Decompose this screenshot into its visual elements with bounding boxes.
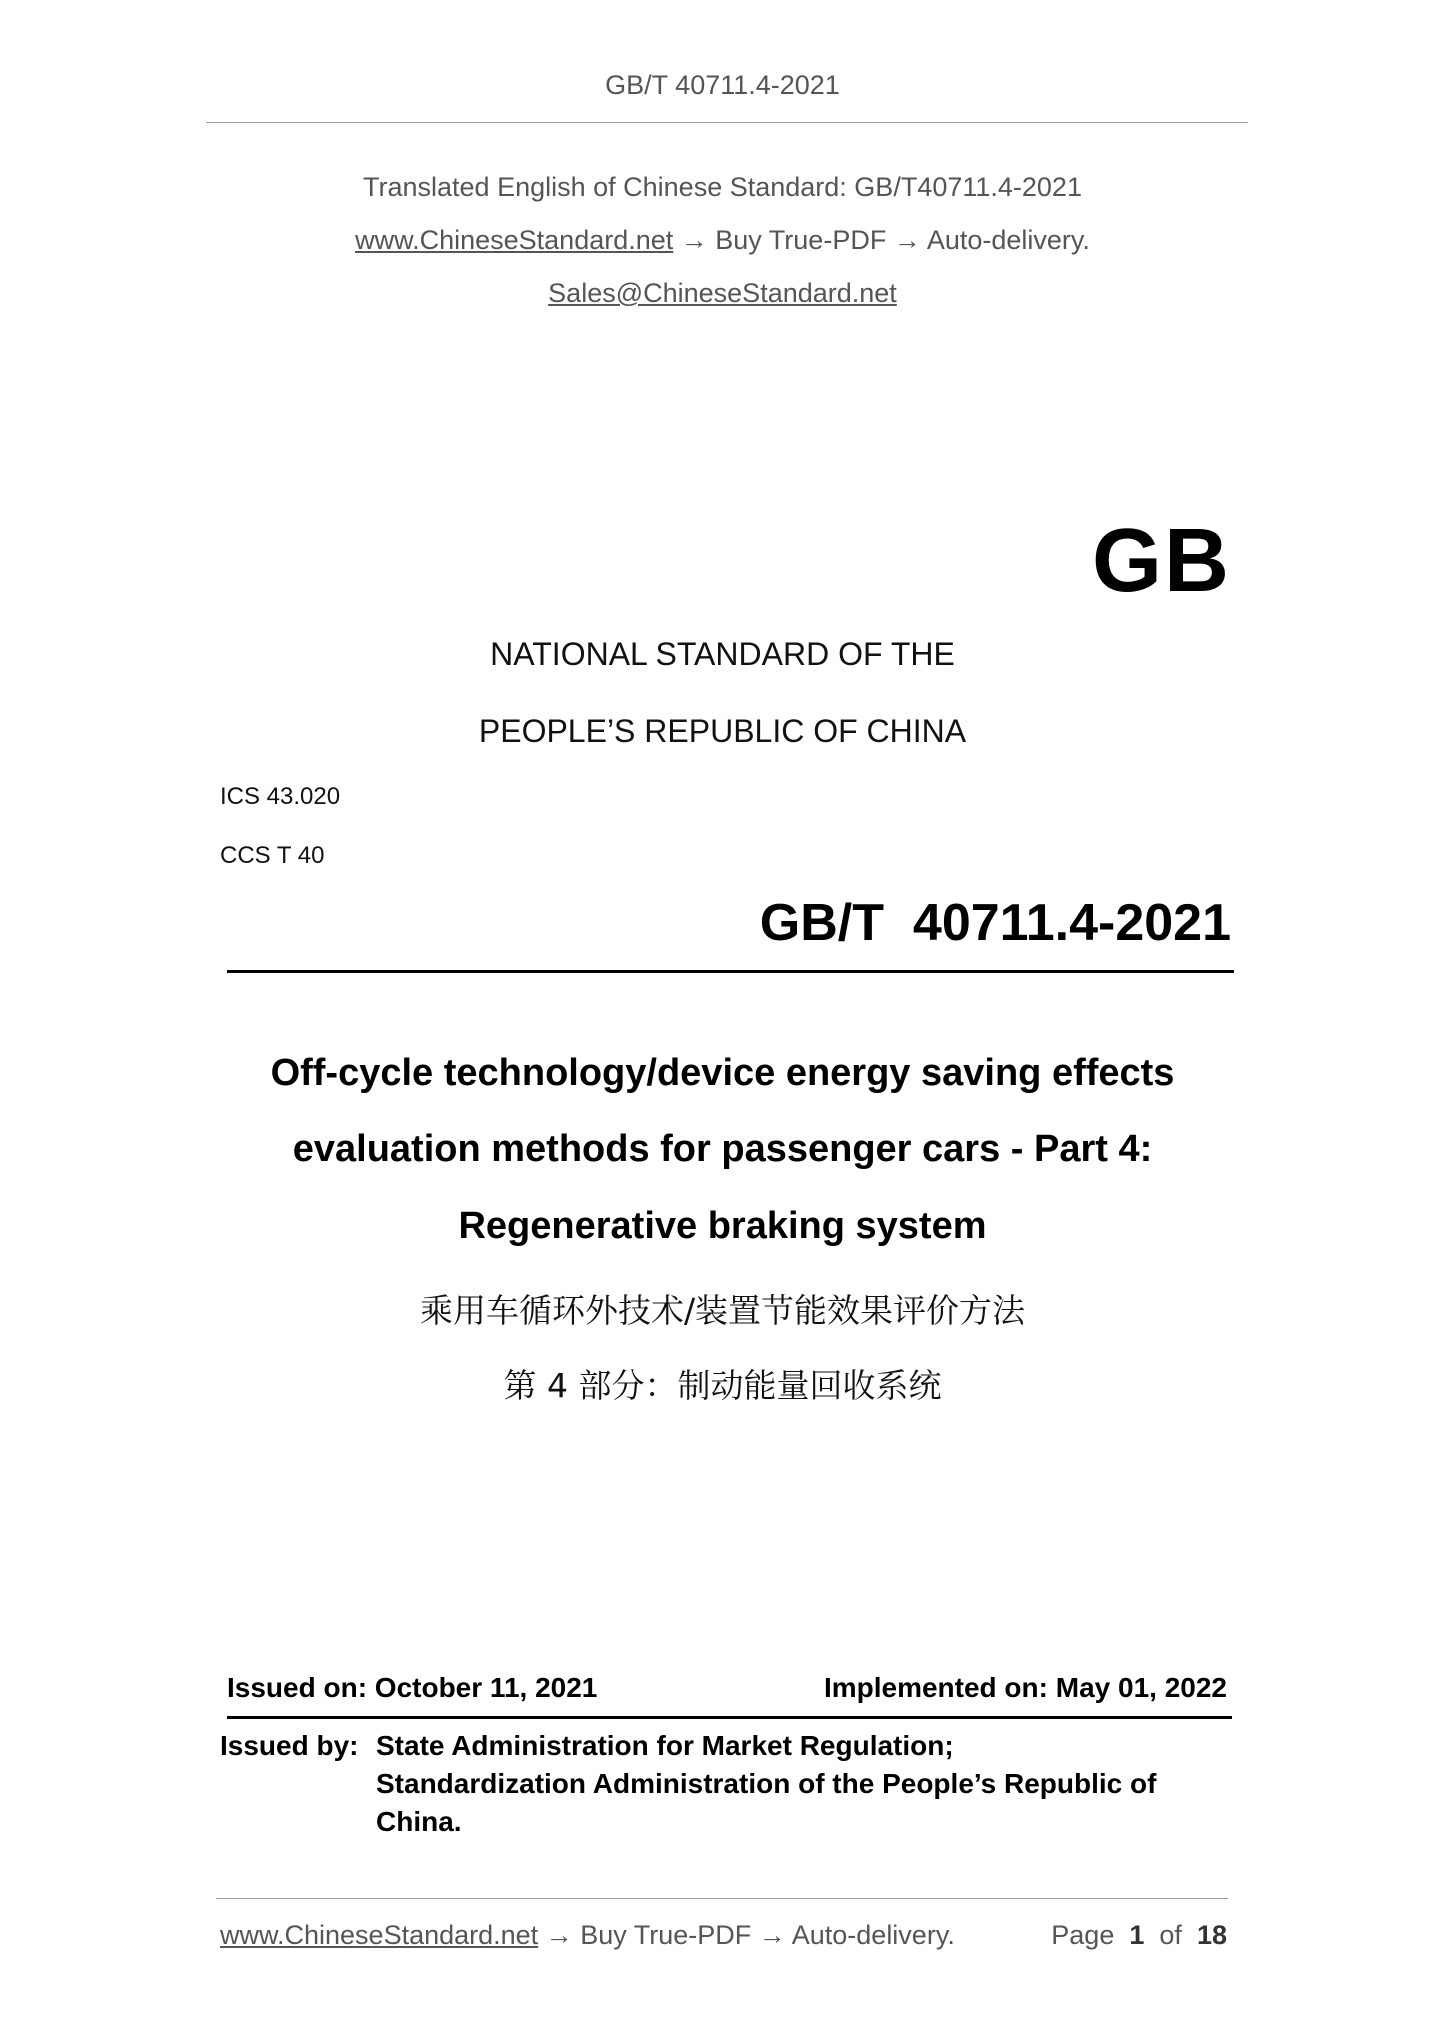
standard-number: GB/T 40711.4-2021 (759, 894, 1231, 952)
implemented-on-date: Implemented on: May 01, 2022 (823, 1672, 1227, 1703)
page-label: Page (1051, 1920, 1115, 1950)
footer-divider (216, 1898, 1228, 1899)
issued-by-line-1: State Administration for Market Regulation; (376, 1730, 954, 1761)
national-standard-line-2: PEOPLE’S REPUBLIC OF CHINA (478, 713, 967, 749)
page-total: 18 (1196, 1920, 1227, 1950)
footer-promo (220, 1920, 955, 1951)
translation-note: Translated English of Chinese Standard: GB/T40711.4-2021 (363, 172, 1082, 202)
issued-by-label: Issued by: (220, 1730, 359, 1761)
issued-by-line-3: China. (376, 1806, 462, 1837)
issued-by-line-2: Standardization Administration of the People’s Republic of (376, 1768, 1157, 1799)
title-chinese-line-2: 第 4 部分：制动能量回收系统 (503, 1366, 942, 1405)
footer-promo-text: → Buy True-PDF → Auto-delivery. (538, 1920, 955, 1950)
title-english-line-2: evaluation methods for passenger cars - Part 4: (292, 1128, 1153, 1170)
promo-text: → Buy True-PDF → Auto-delivery. (673, 225, 1090, 255)
page-of-label: of (1159, 1920, 1182, 1950)
issued-on-date: Issued on: October 11, 2021 (227, 1672, 598, 1703)
ics-code: ICS 43.020 (220, 783, 341, 810)
page-indicator (1051, 1920, 1227, 1951)
footer-site-link[interactable]: www.ChineseStandard.net (220, 1920, 539, 1950)
title-english-line-3: Regenerative braking system (458, 1205, 987, 1247)
title-english-line-1: Off-cycle technology/device energy saving effects (270, 1052, 1175, 1094)
gb-logo: GB (1092, 511, 1231, 611)
running-header: GB/T 40711.4-2021 (605, 70, 840, 100)
sales-line (0, 278, 1445, 309)
header-divider (206, 122, 1248, 123)
national-standard-line-1: NATIONAL STANDARD OF THE (490, 636, 955, 672)
site-link[interactable]: www.ChineseStandard.net (355, 225, 674, 255)
promo-line (0, 225, 1445, 256)
standard-number-rule (227, 970, 1234, 973)
issue-date-rule (227, 1716, 1232, 1719)
ccs-code: CCS T 40 (220, 842, 325, 869)
title-chinese-line-1: 乘用车循环外技术/装置节能效果评价方法 (419, 1291, 1026, 1330)
sales-email-link[interactable]: Sales@ChineseStandard.net (548, 278, 897, 308)
page-current: 1 (1129, 1920, 1145, 1950)
